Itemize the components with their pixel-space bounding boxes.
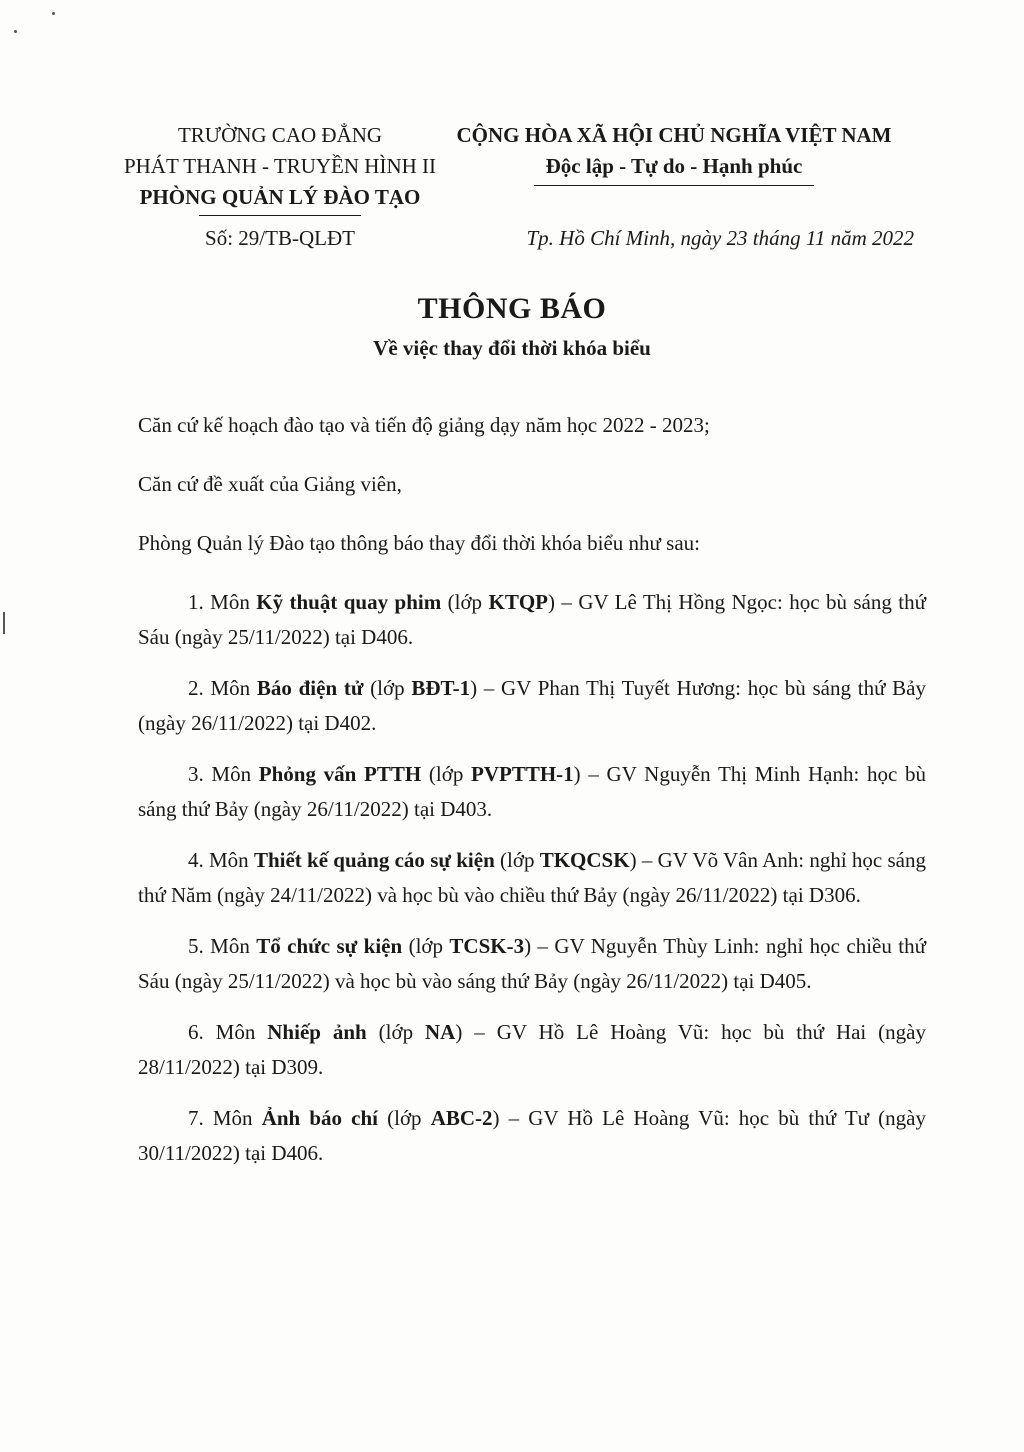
- national-header: [424, 120, 924, 186]
- class-code: NA: [425, 1020, 456, 1044]
- basis-line: Căn cứ kế hoạch đào tạo và tiến độ giảng dạy năm học 2022 - 2023;: [138, 413, 710, 437]
- class-code: TCSK-3: [449, 934, 525, 958]
- document-title: THÔNG BÁO: [417, 292, 607, 325]
- schedule-item: 3. Môn Phỏng vấn PTTH (lớp PVPTTH-1) – GV Nguyễn Thị Minh Hạnh: học bù sáng thứ Bảy (ngày 26/11/2022) tại D403.: [138, 762, 926, 821]
- issuer-department: PHÒNG QUẢN LÝ ĐÀO TẠO: [139, 185, 421, 209]
- schedule-item: 7. Môn Ảnh báo chí (lớp ABC-2) – GV Hồ Lê Hoàng Vũ: học bù thứ Tư (ngày 30/11/2022) tại D406.: [138, 1106, 926, 1165]
- scan-dot: [52, 12, 55, 15]
- class-code: ABC-2: [430, 1106, 493, 1130]
- document-date: Tp. Hồ Chí Minh, ngày 23 tháng 11 năm 2022: [526, 226, 914, 250]
- basis-line: Căn cứ đề xuất của Giảng viên,: [138, 472, 402, 496]
- subject-name: Tổ chức sự kiện: [256, 934, 403, 958]
- schedule-item: 4. Môn Thiết kế quảng cáo sự kiện (lớp TKQCSK) – GV Võ Vân Anh: nghỉ học sáng thứ Năm (ngày 24/11/2022) và học bù vào chiều thứ Bảy (ngày 26/11/2022) tại D306.: [138, 848, 927, 907]
- subject-name: Phỏng vấn PTTH: [258, 762, 422, 786]
- schedule-item: 6. Môn Nhiếp ảnh (lớp NA) – GV Hồ Lê Hoàng Vũ: học bù thứ Hai (ngày 28/11/2022) tại D309.: [138, 1020, 926, 1079]
- class-code: TKQCSK: [539, 848, 630, 872]
- class-code: KTQP: [488, 590, 548, 614]
- subject-name: Báo điện tử: [256, 676, 364, 700]
- scan-dot: [14, 30, 17, 33]
- issuer-line-1: TRƯỜNG CAO ĐẲNG: [177, 123, 383, 147]
- issuer-divider: [199, 215, 361, 216]
- schedule-item: 2. Môn Báo điện tử (lớp BĐT-1) – GV Phan Thị Tuyết Hương: học bù sáng thứ Bảy (ngày 26/11/2022) tại D402.: [138, 676, 926, 735]
- scan-mark: [3, 612, 5, 634]
- document-number: Số: 29/TB-QLĐT: [205, 226, 355, 250]
- subject-name: Nhiếp ảnh: [267, 1020, 367, 1044]
- issuer-header: [100, 120, 460, 216]
- motto-divider: [534, 185, 814, 186]
- schedule-item: 5. Môn Tổ chức sự kiện (lớp TCSK-3) – GV Nguyễn Thùy Linh: nghỉ học chiều thứ Sáu (ngày 25/11/2022) và học bù vào sáng thứ Bảy (ngày 26/11/2022) tại D405.: [138, 934, 926, 993]
- national-motto: Độc lập - Tự do - Hạnh phúc: [545, 154, 803, 178]
- subject-name: Ảnh báo chí: [261, 1106, 378, 1130]
- issuer-line-2: PHÁT THANH - TRUYỀN HÌNH II: [123, 154, 437, 178]
- schedule-item: 1. Môn Kỹ thuật quay phim (lớp KTQP) – GV Lê Thị Hồng Ngọc: học bù sáng thứ Sáu (ngày 25/11/2022) tại D406.: [138, 590, 926, 649]
- document-subtitle: Về việc thay đổi thời khóa biểu: [373, 336, 651, 360]
- document-body: [138, 408, 926, 1187]
- subject-name: Thiết kế quảng cáo sự kiện: [253, 848, 495, 872]
- class-code: BĐT-1: [411, 676, 471, 700]
- national-title: CỘNG HÒA XÃ HỘI CHỦ NGHĨA VIỆT NAM: [456, 123, 892, 147]
- subject-name: Kỹ thuật quay phim: [256, 590, 442, 614]
- class-code: PVPTTH-1: [471, 762, 574, 786]
- basis-line: Phòng Quản lý Đào tạo thông báo thay đổi thời khóa biểu như sau:: [138, 531, 700, 555]
